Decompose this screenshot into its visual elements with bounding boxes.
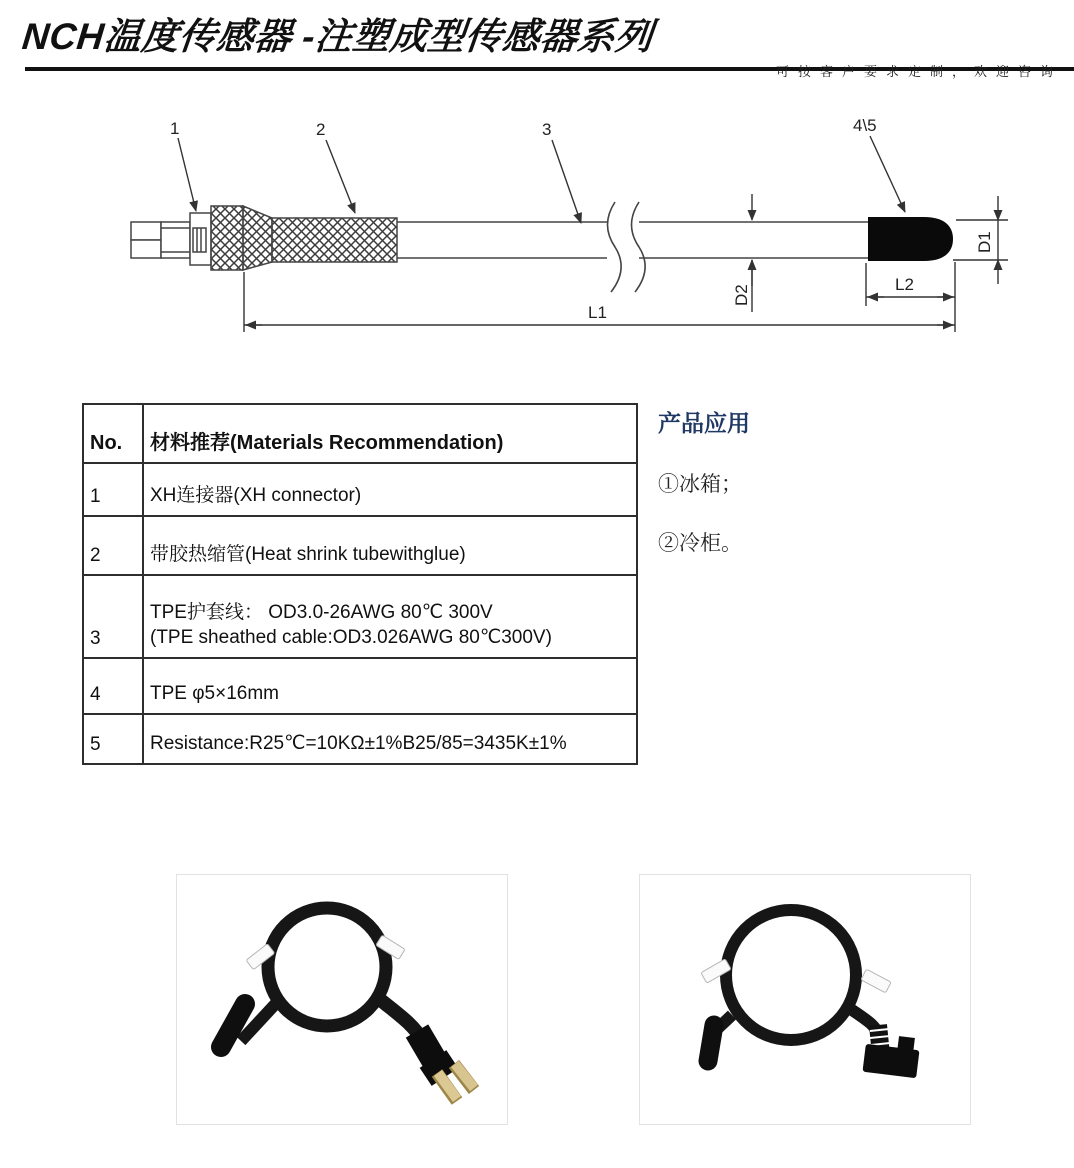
cable-loop: [726, 910, 856, 1040]
table-row: [83, 516, 637, 575]
header-material: 材料推荐(Materials Recommendation): [143, 404, 637, 463]
material-text-line1: TPE护套线： OD3.0-26AWG 80℃ 300V: [150, 602, 493, 623]
application-item: ②冷柜。: [658, 532, 742, 555]
cell-no: 4: [83, 658, 143, 714]
cable-break-symbol: [607, 202, 645, 292]
connector-step: [897, 1036, 915, 1054]
materials-table: [82, 403, 638, 765]
applications-title: 产品应用: [658, 410, 750, 436]
part-leaders: [178, 136, 905, 223]
dim-label-l2: L2: [895, 275, 914, 294]
part-label-1: 1: [170, 119, 180, 138]
cell-material: [143, 714, 637, 764]
cell-no: 2: [83, 516, 143, 575]
cable-photo-illustration: [177, 875, 507, 1124]
product-photo-right-angle-connector: [639, 874, 971, 1125]
sensor-dimension-diagram: [0, 110, 1074, 350]
cell-material: [143, 658, 637, 714]
dim-label-d2: D2: [732, 284, 751, 306]
material-text: 带胶热缩管(Heat shrink tubewithglue): [150, 544, 466, 565]
dimension-l1: [244, 272, 955, 332]
material-text: XH连接器(XH connector): [150, 485, 362, 506]
header-no: No.: [83, 404, 143, 463]
dim-label-l1: L1: [588, 303, 607, 322]
sensor-tip: [708, 1025, 714, 1061]
product-applications: [658, 405, 978, 557]
part-label-2: 2: [316, 120, 326, 139]
cell-material: [143, 516, 637, 575]
part-label-3: 3: [542, 120, 552, 139]
heat-shrink-tube-drawing: [211, 206, 397, 270]
table-row: [83, 575, 637, 658]
part-label-4-5: 4\5: [853, 116, 877, 135]
cell-no: 1: [83, 463, 143, 516]
application-item: ①冰箱；: [658, 473, 742, 496]
cable-tie: [861, 969, 891, 993]
material-text: Resistance:R25℃=10KΩ±1%B25/85=3435K±1%: [150, 733, 567, 754]
product-photo-straight-connector: [176, 874, 508, 1125]
dimension-l2: [866, 262, 955, 332]
sensor-tip-drawing: [868, 217, 953, 261]
sensor-diagram-drawing: [0, 110, 1074, 350]
xh-connector-drawing: [131, 213, 211, 265]
dim-label-d1: D1: [975, 231, 994, 253]
material-text-line2: (TPE sheathed cable:OD3.026AWG 80℃300V): [150, 627, 552, 648]
table-row: [83, 463, 637, 516]
cell-material: [143, 463, 637, 516]
cell-no: 5: [83, 714, 143, 764]
cell-no: 3: [83, 575, 143, 658]
table-row: [83, 658, 637, 714]
table-header-row: [83, 404, 637, 463]
material-text: TPE φ5×16mm: [150, 683, 280, 704]
customization-note: 可按客户要求定制，欢迎咨询: [775, 64, 1062, 79]
table-row: [83, 714, 637, 764]
page-title: NCH温度传感器 -注塑成型传感器系列: [20, 16, 655, 57]
cable-loop: [268, 908, 386, 1026]
cell-material: [143, 575, 637, 658]
cable-photo-illustration: [640, 875, 970, 1124]
